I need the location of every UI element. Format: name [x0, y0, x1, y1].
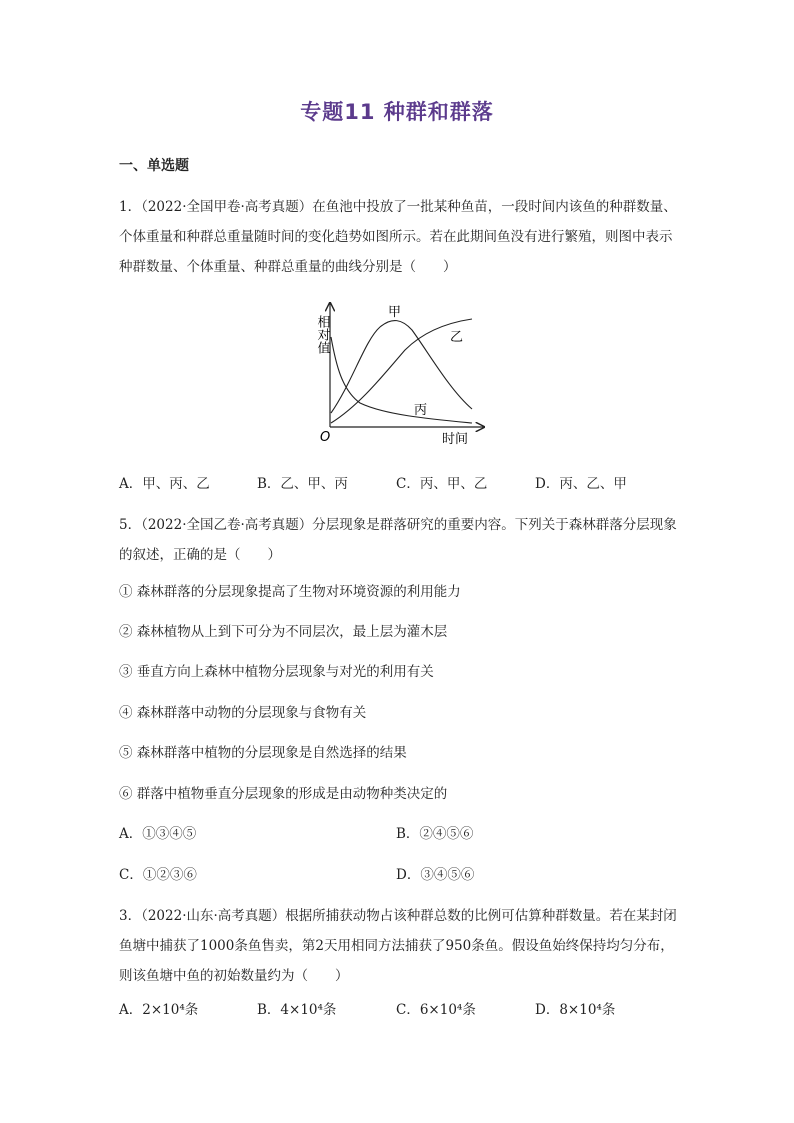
question-1-figure: [0, 295, 794, 455]
question-3-stem: 3．（2022·山东·高考真题）根据所捕获动物占该种群总数的比例可估算种群数量。若在某封闭鱼塘中捕获了1000条鱼售卖，第2天用相同方法捕获了950条鱼。假设鱼始终保持均匀分布，则该鱼塘中鱼的初始数量约为（ ）: [119, 908, 677, 984]
question-5-statement-4: ④ 森林群落中动物的分层现象与食物有关: [119, 705, 367, 721]
question-3-option-a: A．2×10⁴条: [119, 1002, 199, 1018]
label-x-axis: 时间: [442, 432, 469, 447]
question-5-option-b: B．②④⑤⑥: [396, 826, 474, 842]
question-1-option-b: B．乙、甲、丙: [257, 476, 348, 492]
question-5-statement-6: ⑥ 群落中植物垂直分层现象的形成是由动物种类决定的: [119, 786, 448, 802]
question-5-stem: 5．（2022·全国乙卷·高考真题）分层现象是群落研究的重要内容。下列关于森林群落分层现象的叙述，正确的是（ ）: [119, 517, 677, 563]
question-1-option-d: D．丙、乙、甲: [535, 476, 627, 492]
page-title: 专题11 种群和群落: [300, 100, 494, 124]
question-3-option-c: C．6×10⁴条: [396, 1002, 476, 1018]
question-3-option-d: D．8×10⁴条: [535, 1002, 616, 1018]
section-heading: 一、单选题: [119, 158, 189, 174]
question-5-statement-5: ⑤ 森林群落中植物的分层现象是自然选择的结果: [119, 745, 407, 761]
curve-bing: [331, 337, 472, 423]
question-1-stem: 1．（2022·全国甲卷·高考真题）在鱼池中投放了一批某种鱼苗，一段时间内该鱼的种群数量、个体重量和种群总重量随时间的变化趋势如图所示。若在此期间鱼没有进行繁殖，则图中表示种群数量、个体重量、种群总重量的曲线分别是（ ）: [119, 199, 677, 275]
label-origin: O: [320, 430, 331, 445]
question-5-statement-1: ① 森林群落的分层现象提高了生物对环境资源的利用能力: [119, 584, 461, 600]
label-curve-jia: 甲: [388, 305, 402, 320]
question-5-statement-3: ③ 垂直方向上森林中植物分层现象与对光的利用有关: [119, 664, 434, 680]
question-1-option-a: A．甲、丙、乙: [119, 476, 210, 492]
question-5-option-a: A．①③④⑤: [119, 826, 197, 842]
label-curve-yi: 乙: [450, 330, 464, 345]
label-y-axis: 相对值: [314, 315, 330, 354]
label-curve-bing: 丙: [414, 403, 428, 418]
question-1-option-c: C．丙、甲、乙: [396, 476, 488, 492]
question-5-statement-2: ② 森林植物从上到下可分为不同层次，最上层为灌木层: [119, 624, 448, 640]
question-3-option-b: B．4×10⁴条: [257, 1002, 337, 1018]
question-5-option-c: C．①②③⑥: [119, 867, 197, 883]
question-5-option-d: D．③④⑤⑥: [396, 867, 475, 883]
